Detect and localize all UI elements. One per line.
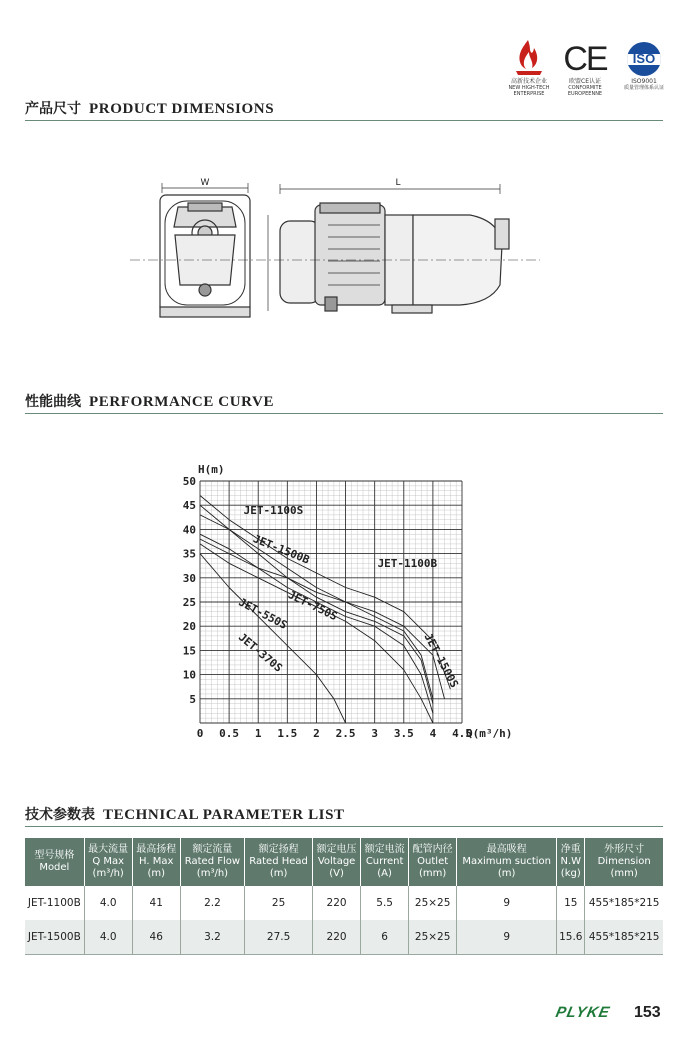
series-label: JET-750S — [286, 588, 340, 624]
table-cell: 9 — [457, 920, 557, 955]
table-cell: 220 — [313, 920, 361, 955]
y-tick-label: 25 — [182, 596, 196, 609]
cert-iso: ISO ISO9001 质量管理体系认证 — [620, 36, 668, 91]
table-row — [25, 886, 663, 920]
column-header: 额定电压 Voltage (V) — [313, 838, 361, 886]
y-tick-label: 40 — [182, 523, 196, 537]
x-tick-label: 4.5 — [452, 727, 472, 740]
x-tick-label: 3.5 — [393, 727, 414, 740]
brand-logo: PLYKE — [554, 1004, 612, 1021]
series-label: JET-1100B — [377, 557, 438, 571]
section-heading-performance: 性能曲线 PERFORMANCE CURVE — [25, 391, 663, 414]
column-header: 额定电流 Current (A) — [361, 838, 409, 886]
y-tick-label: 50 — [182, 475, 196, 488]
cert-hitech: 高新技术企业 NEW HIGH-TECH ENTERPRISE — [505, 36, 553, 97]
performance-curve-chart — [180, 455, 520, 745]
series-label: JET-1500S — [421, 631, 461, 690]
x-tick-label: 1.5 — [277, 727, 298, 740]
x-tick-label: 2 — [313, 727, 320, 740]
table-cell: 2.2 — [180, 886, 244, 920]
column-header: 额定扬程 Rated Head (m) — [245, 838, 313, 886]
x-axis-label: Q(m³/h) — [466, 727, 513, 740]
x-tick-label: 0 — [196, 727, 204, 740]
y-tick-label: 5 — [189, 692, 196, 706]
x-tick-label: 0.5 — [219, 727, 240, 740]
table-row — [25, 920, 663, 955]
table-cell: 27.5 — [245, 920, 313, 955]
y-tick-label: 15 — [182, 644, 196, 658]
table-cell: JET-1100B — [25, 886, 84, 920]
cert-ce: CE 欧盟CE认证 CONFORMITE EUROPEENNE — [562, 36, 608, 97]
pump-front-view — [160, 183, 250, 317]
parameter-table — [25, 838, 663, 955]
series-label: JET-1500B — [251, 532, 312, 567]
column-header: 外形尺寸 Dimension (mm) — [585, 838, 663, 886]
column-header: 配管内径 Outlet (mm) — [409, 838, 457, 886]
column-header: 额定流量 Rated Flow (m³/h) — [180, 838, 244, 886]
column-header: 最高扬程 H. Max (m) — [132, 838, 180, 886]
table-cell: 15.6 — [557, 920, 585, 955]
table-cell: JET-1500B — [25, 920, 84, 955]
table-cell: 15 — [557, 886, 585, 920]
table-header-row — [25, 838, 663, 886]
curve-jet-370s — [200, 554, 346, 723]
series-label: JET-1100S — [243, 503, 304, 517]
iso-mark-icon: ISO — [627, 42, 661, 76]
pump-dimension-drawing — [130, 175, 540, 325]
ce-mark-icon: CE — [563, 40, 607, 78]
column-header: 最大流量 Q Max (m³/h) — [84, 838, 132, 886]
section-heading-dimensions: 产品尺寸 PRODUCT DIMENSIONS — [25, 98, 663, 121]
x-tick-label: 4 — [429, 727, 437, 740]
page-number: 153 — [634, 1004, 661, 1021]
dimension-label-l: L — [395, 178, 401, 188]
column-header: 净重 N.W (kg) — [557, 838, 585, 886]
y-axis-label: H(m) — [198, 463, 225, 476]
series-label: JET-370S — [235, 630, 285, 675]
x-tick-label: 1 — [254, 727, 262, 740]
table-cell: 25×25 — [409, 920, 457, 955]
y-tick-label: 30 — [182, 571, 196, 585]
y-tick-label: 35 — [182, 547, 196, 561]
column-header: 型号规格 Model — [25, 838, 84, 886]
table-cell: 9 — [457, 886, 557, 920]
table-cell: 46 — [132, 920, 180, 955]
table-cell: 25×25 — [409, 886, 457, 920]
table-cell: 6 — [361, 920, 409, 955]
table-cell: 455*185*215 — [585, 920, 663, 955]
table-cell: 220 — [313, 886, 361, 920]
table-cell: 4.0 — [84, 920, 132, 955]
table-cell: 4.0 — [84, 886, 132, 920]
section-heading-parameters: 技术参数表 TECHNICAL PARAMETER LIST — [25, 804, 663, 827]
hitech-flame-icon — [505, 36, 553, 76]
column-header: 最高吸程 Maximum suction (m) — [457, 838, 557, 886]
table-cell: 3.2 — [180, 920, 244, 955]
x-tick-label: 3 — [371, 727, 378, 740]
pump-side-view — [268, 184, 509, 313]
table-cell: 455*185*215 — [585, 886, 663, 920]
table-cell: 25 — [245, 886, 313, 920]
series-label: JET-550S — [236, 595, 290, 632]
y-tick-label: 45 — [182, 499, 196, 513]
table-cell: 5.5 — [361, 886, 409, 920]
x-tick-label: 2.5 — [335, 727, 356, 740]
y-tick-label: 10 — [182, 668, 196, 682]
y-tick-label: 20 — [182, 620, 196, 634]
table-cell: 41 — [132, 886, 180, 920]
dimension-label-w: W — [200, 178, 210, 188]
